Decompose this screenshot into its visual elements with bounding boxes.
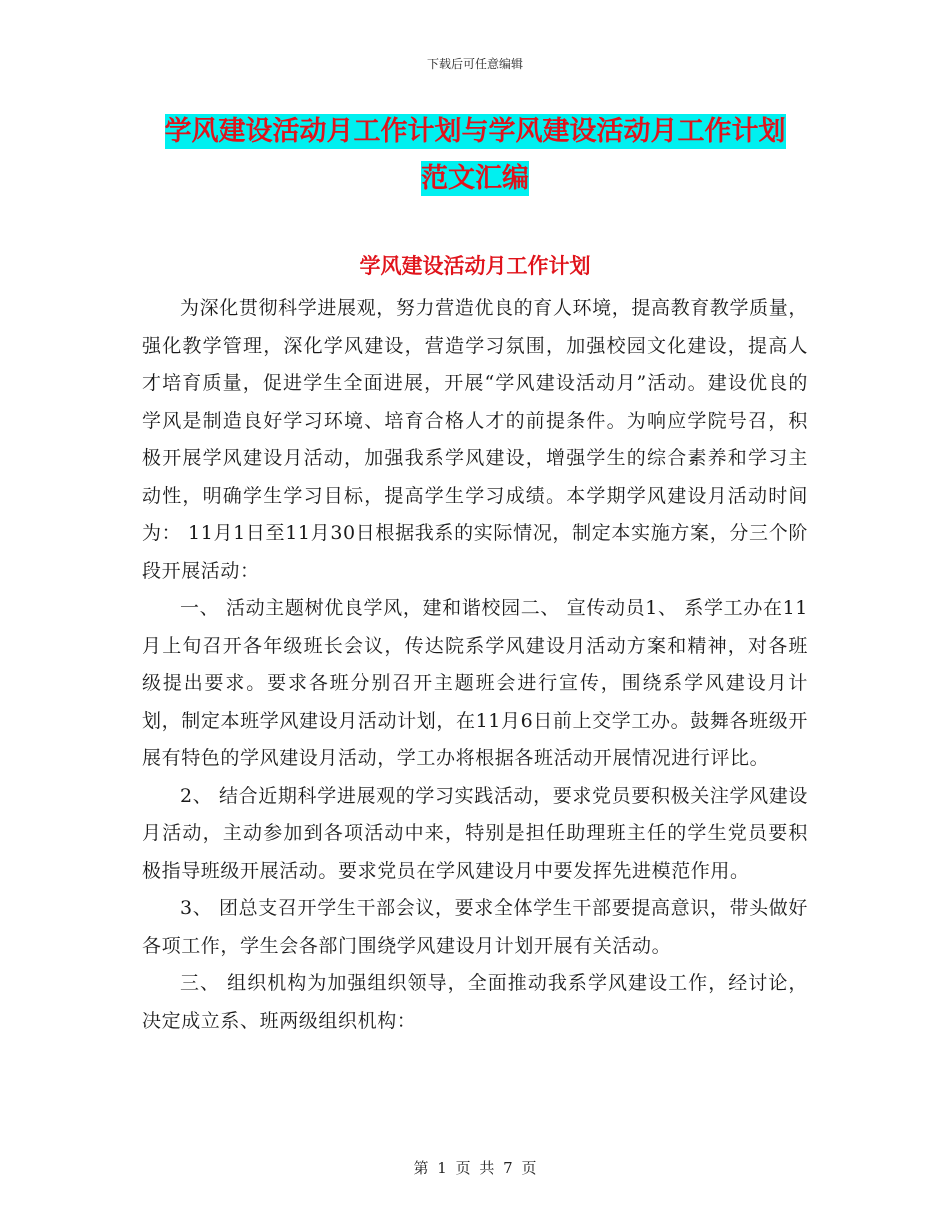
page-header-note: 下载后可任意编辑	[426, 57, 523, 71]
paragraph: 3、 团总支召开学生干部会议，要求全体学生干部要提高意识，带头做好各项工作，学生会各部门围绕学风建设月计划开展有关活动。	[142, 897, 808, 957]
paragraph: 2、 结合近期科学进展观的学习实践活动，要求党员要积极关注学风建设月活动，主动参加到各项活动中来，特别是担任助理班主任的学生党员要积极指导班级开展活动。要求党员在学风建设月中要发挥先进模范作用。	[142, 784, 808, 882]
document-title-line1: 学风建设活动月工作计划与学风建设活动月工作计划	[164, 116, 786, 147]
page-number: 第 1 页 共 7 页	[413, 1159, 537, 1177]
paragraph: 三、 组织机构为加强组织领导，全面推动我系学风建设工作，经讨论，决定成立系、班两级组织机构：	[142, 972, 808, 1032]
document-title	[0, 108, 950, 202]
document-title-line2: 范文汇编	[421, 163, 529, 194]
document-body	[142, 290, 808, 1040]
section-title: 学风建设活动月工作计划	[359, 253, 591, 278]
paragraph: 一、 活动主题树优良学风，建和谐校园二、 宣传动员1、 系学工办在11月上旬召开各年级班长会议，传达院系学风建设月活动方案和精神，对各班级提出要求。要求各班分别召开主题班会进行宣传，围绕系学风建设月计划，制定本班学风建设月活动计划，在11月6日前上交学工办。鼓舞各班级开展有特色的学风建设月活动，学工办将根据各班活动开展情况进行评比。	[142, 597, 808, 769]
paragraph: 为深化贯彻科学进展观，努力营造优良的育人环境，提高教育教学质量，强化教学管理，深化学风建设，营造学习氛围，加强校园文化建设，提高人才培育质量，促进学生全面进展，开展“学风建设活动月”活动。建设优良的学风是制造良好学习环境、培育合格人才的前提条件。为响应学院号召，积极开展学风建设月活动，加强我系学风建设，增强学生的综合素养和学习主动性，明确学生学习目标，提高学生学习成绩。本学期学风建设月活动时间为： 11月1日至11月30日根据我系的实际情况，制定本实施方案，分三个阶段开展活动：	[142, 297, 808, 582]
